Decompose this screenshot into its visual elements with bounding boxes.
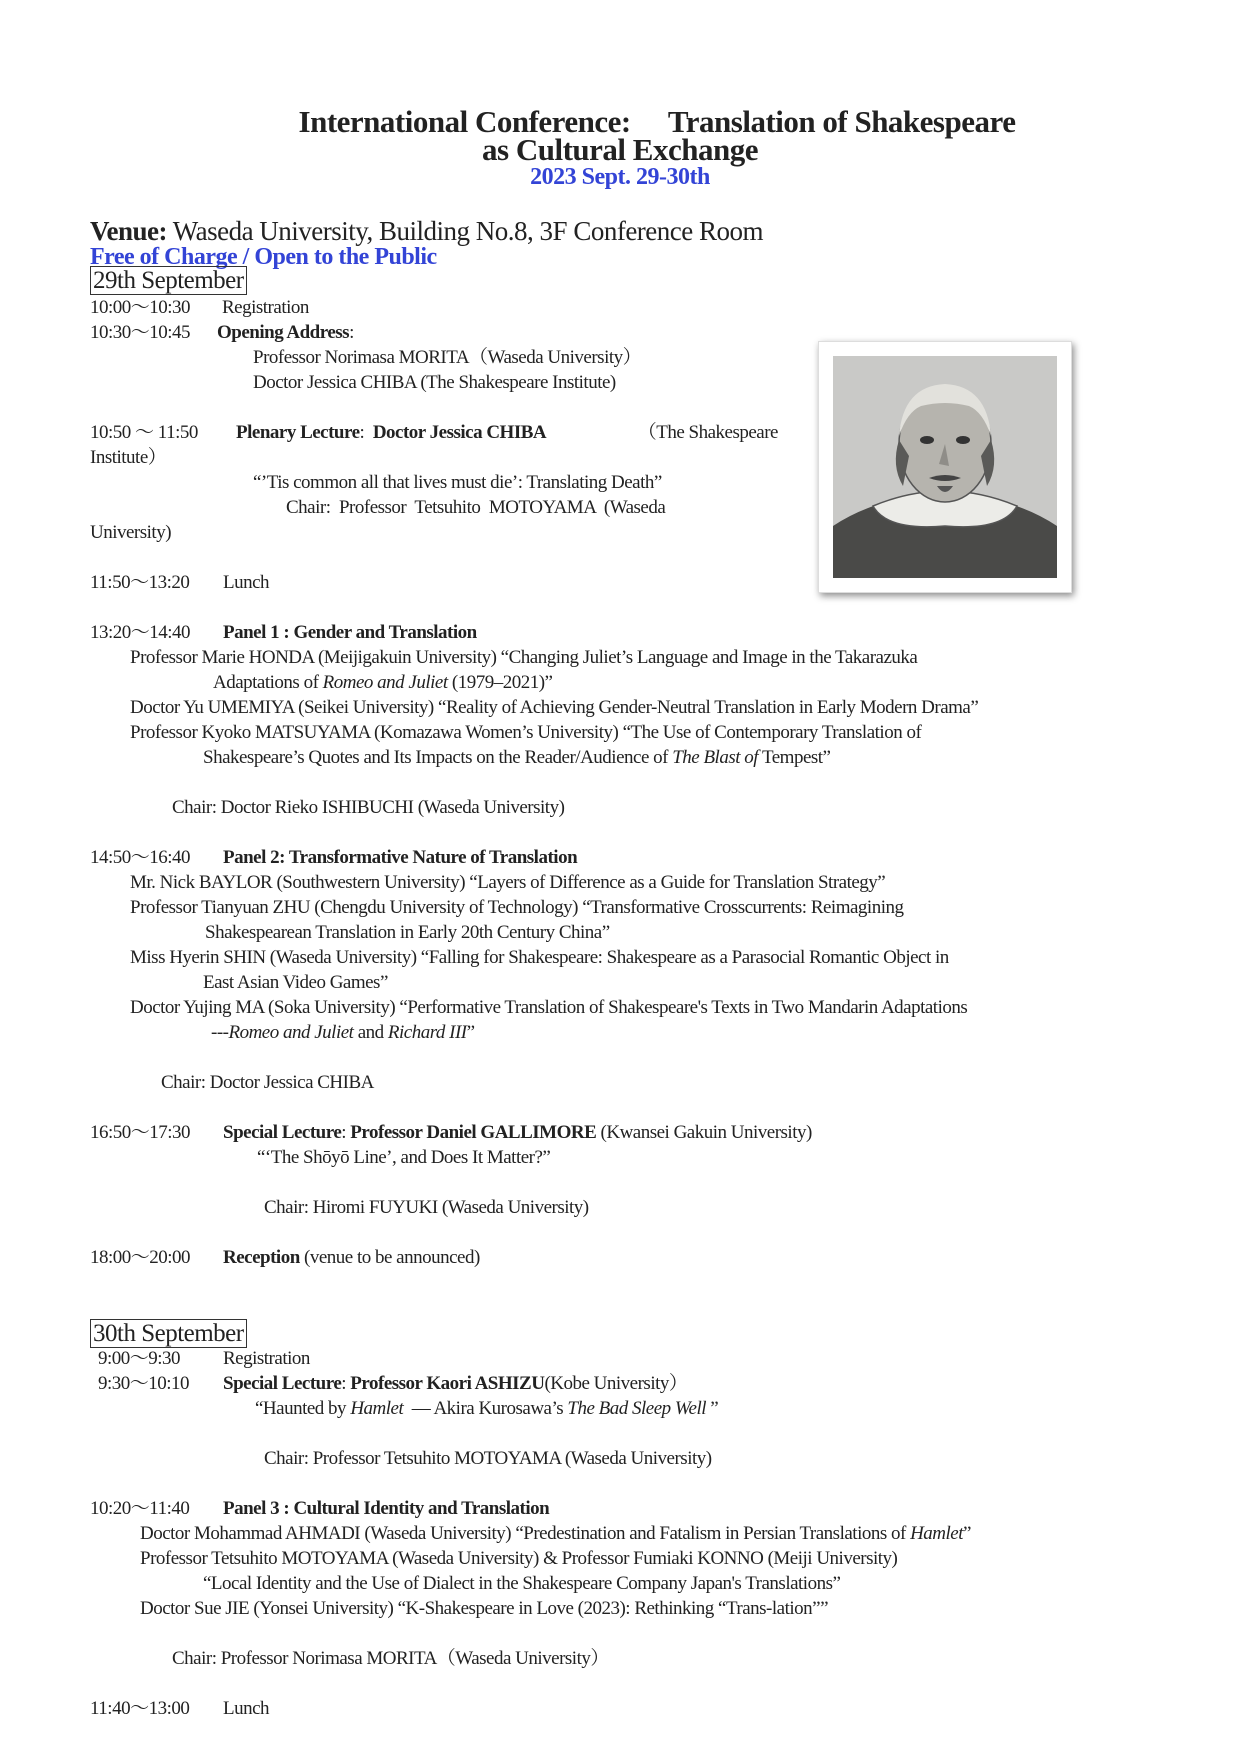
- plenary-label: Plenary Lecture: [236, 422, 360, 443]
- special-affiliation: (Kobe University）: [544, 1373, 688, 1394]
- day2-special-talk-title: [255, 1397, 718, 1422]
- text: ”: [963, 1523, 971, 1544]
- plenary-affiliation-cont: Institute）: [90, 447, 167, 468]
- panel2-presentation-1: Mr. Nick BAYLOR (Southwestern University) “Layers of Difference as a Guide for Translation Strategy”: [130, 872, 886, 893]
- work-title: Richard III: [387, 1022, 467, 1043]
- day1-plenary: 10:50 ～ 11:50 Plenary Lecture: Doctor Jessica CHIBA （The Shakespeare: [90, 421, 778, 446]
- day1-lunch: [90, 571, 269, 596]
- panel3-title: Panel 3 : Cultural Identity and Translation: [223, 1498, 550, 1519]
- special-label: Special Lecture: [223, 1373, 342, 1394]
- time: 10:20～11:40: [90, 1498, 190, 1519]
- panel3-presentation-2: Professor Tetsuhito MOTOYAMA (Waseda University) & Professor Fumiaki KONNO (Meiji University): [140, 1548, 898, 1569]
- text: ”: [706, 1398, 719, 1419]
- work-title: Hamlet: [350, 1398, 404, 1419]
- free-of-charge-note: Free of Charge / Open to the Public: [90, 244, 437, 270]
- work-title: Hamlet: [910, 1523, 964, 1544]
- time: 11:40～13:00: [90, 1698, 190, 1719]
- plenary-chair: Chair: Professor Tetsuhito MOTOYAMA (Waseda: [286, 497, 666, 518]
- panel1-title: Panel 1 : Gender and Translation: [223, 622, 477, 643]
- portrait-engraving-icon: [833, 356, 1057, 578]
- panel2-presentation-2-cont: Shakespearean Translation in Early 20th Century China”: [205, 922, 610, 943]
- text: Tempest”: [758, 747, 831, 768]
- day2-heading: 30th September: [90, 1319, 247, 1348]
- panel1-chair: Chair: Doctor Rieko ISHIBUCHI (Waseda University): [172, 797, 565, 818]
- shakespeare-portrait: [818, 341, 1072, 593]
- panel1-presentation-3-cont: [203, 746, 830, 771]
- work-title: The Bad Sleep Well: [567, 1398, 706, 1419]
- plenary-speaker: Doctor Jessica CHIBA: [372, 422, 547, 443]
- opening-speaker-2: Doctor Jessica CHIBA (The Shakespeare Institute): [253, 372, 616, 393]
- panel3-chair: Chair: Professor Norimasa MORITA（Waseda University）: [172, 1648, 609, 1669]
- special-speaker: Professor Daniel GALLIMORE: [350, 1122, 597, 1143]
- day1-heading-wrap: [90, 269, 247, 296]
- item-text: Registration: [222, 297, 309, 318]
- text: Adaptations of: [213, 672, 323, 693]
- title-line-2: as Cultural Exchange: [482, 132, 758, 167]
- day1-special-lecture: 16:50～17:30 Special Lecture: Professor Daniel GALLIMORE (Kwansei Gakuin University): [90, 1121, 812, 1146]
- time: 9:30～10:10: [98, 1373, 190, 1394]
- plenary-talk-title: “’Tis common all that lives must die’: Translating Death”: [253, 472, 662, 493]
- conference-dates: 2023 Sept. 29-30th: [530, 164, 710, 190]
- panel2-presentation-2: Professor Tianyuan ZHU (Chengdu University of Technology) “Transformative Crosscurrents: Reimagining: [130, 897, 904, 918]
- day2-special-chair: Chair: Professor Tetsuhito MOTOYAMA (Waseda University): [264, 1448, 712, 1469]
- panel1-presentation-2: Doctor Yu UMEMIYA (Seikei University) “Reality of Achieving Gender-Neutral Translation in Early Modern Drama”: [130, 697, 979, 718]
- panel1-presentation-1: Professor Marie HONDA (Meijigakuin University) “Changing Juliet’s Language and Image in the Takarazuka: [130, 647, 918, 668]
- time: 11:50～13:20: [90, 572, 190, 593]
- day1-reception: [90, 1246, 480, 1271]
- text: “Haunted by: [255, 1398, 351, 1419]
- time: 14:50～16:40: [90, 847, 191, 868]
- work-title: Romeo and Juliet: [228, 1022, 354, 1043]
- text: Shakespeare’s Quotes and Its Impacts on the Reader/Audience of: [203, 747, 673, 768]
- time: 13:20～14:40: [90, 622, 191, 643]
- panel2-presentation-3: Miss Hyerin SHIN (Waseda University) “Falling for Shakespeare: Shakespeare as a Parasocial Romantic Object in: [130, 947, 949, 968]
- day1-panel1: [90, 621, 477, 646]
- panel1-presentation-1-cont: [213, 671, 552, 696]
- work-title: The Blast of: [672, 747, 759, 768]
- panel2-presentation-3-cont: East Asian Video Games”: [203, 972, 388, 993]
- panel2-chair: Chair: Doctor Jessica CHIBA: [161, 1072, 374, 1093]
- item-text: Lunch: [223, 572, 270, 593]
- day2-special-lecture: 9:30～10:10 Special Lecture: Professor Kaori ASHIZU(Kobe University）: [98, 1372, 687, 1397]
- venue-text: Waseda University, Building No.8, 3F Conference Room: [167, 216, 764, 246]
- day1-heading: 29th September: [90, 266, 247, 295]
- text: — Akira Kurosawa’s: [403, 1398, 568, 1419]
- panel2-presentation-4: Doctor Yujing MA (Soka University) “Performative Translation of Shakespeare's Texts in Two Mandarin Adaptations: [130, 997, 968, 1018]
- time: 10:00～10:30: [90, 297, 191, 318]
- day2-registration: [98, 1347, 310, 1372]
- panel3-presentation-2-cont: “Local Identity and the Use of Dialect in the Shakespeare Company Japan's Translations”: [203, 1573, 841, 1594]
- special-speaker: Professor Kaori ASHIZU: [350, 1373, 545, 1394]
- text: and: [353, 1022, 388, 1043]
- text: ---: [211, 1022, 229, 1043]
- day2-lunch: [90, 1697, 269, 1722]
- day1-opening: [90, 321, 354, 346]
- special-talk-title: “‘The Shōyō Line’, and Does It Matter?”: [257, 1147, 551, 1168]
- item-text: Lunch: [223, 1698, 270, 1719]
- plenary-affiliation: （The Shakespeare: [637, 422, 778, 443]
- venue-label: Venue:: [90, 216, 168, 246]
- panel3-presentation-3: Doctor Sue JIE (Yonsei University) “K-Shakespeare in Love (2023): Rethinking “Trans-lation””: [140, 1598, 828, 1619]
- panel2-presentation-4-cont: [211, 1021, 475, 1046]
- reception-label: Reception: [223, 1247, 300, 1268]
- time: 9:00～9:30: [98, 1348, 181, 1369]
- time: 10:30～10:45: [90, 322, 191, 343]
- day2-panel3: [90, 1497, 549, 1522]
- opening-label: Opening Address: [217, 322, 350, 343]
- panel1-presentation-3: Professor Kyoko MATSUYAMA (Komazawa Women’s University) “The Use of Contemporary Translation of: [130, 722, 922, 743]
- time: 18:00～20:00: [90, 1247, 191, 1268]
- item-text: Registration: [223, 1348, 310, 1369]
- special-chair: Chair: Hiromi FUYUKI (Waseda University): [264, 1197, 589, 1218]
- special-label: Special Lecture: [223, 1122, 342, 1143]
- text: (1979–2021)”: [447, 672, 553, 693]
- reception-text: (venue to be announced): [299, 1247, 480, 1268]
- special-affiliation: (Kwansei Gakuin University): [596, 1122, 812, 1143]
- conference-title: [0, 104, 1240, 190]
- day2-heading-wrap: [90, 1322, 247, 1349]
- plenary-chair-cont: University): [90, 522, 172, 543]
- time: 16:50～17:30: [90, 1122, 191, 1143]
- time: 10:50 ～ 11:50: [90, 422, 198, 443]
- opening-speaker-1: Professor Norimasa MORITA（Waseda University）: [253, 347, 642, 368]
- work-title: Romeo and Juliet: [322, 672, 448, 693]
- day1-registration: [90, 296, 309, 321]
- panel3-presentation-1: [140, 1522, 971, 1547]
- panel2-title: Panel 2: Transformative Nature of Translation: [223, 847, 578, 868]
- opening-colon: :: [349, 322, 354, 343]
- title-line-1: International Conference: Translation of Shakespeare: [298, 104, 1016, 139]
- text: ”: [466, 1022, 475, 1043]
- text: Doctor Mohammad AHMADI (Waseda University) “Predestination and Fatalism in Persian Translations of: [140, 1523, 911, 1544]
- day1-panel2: [90, 846, 577, 871]
